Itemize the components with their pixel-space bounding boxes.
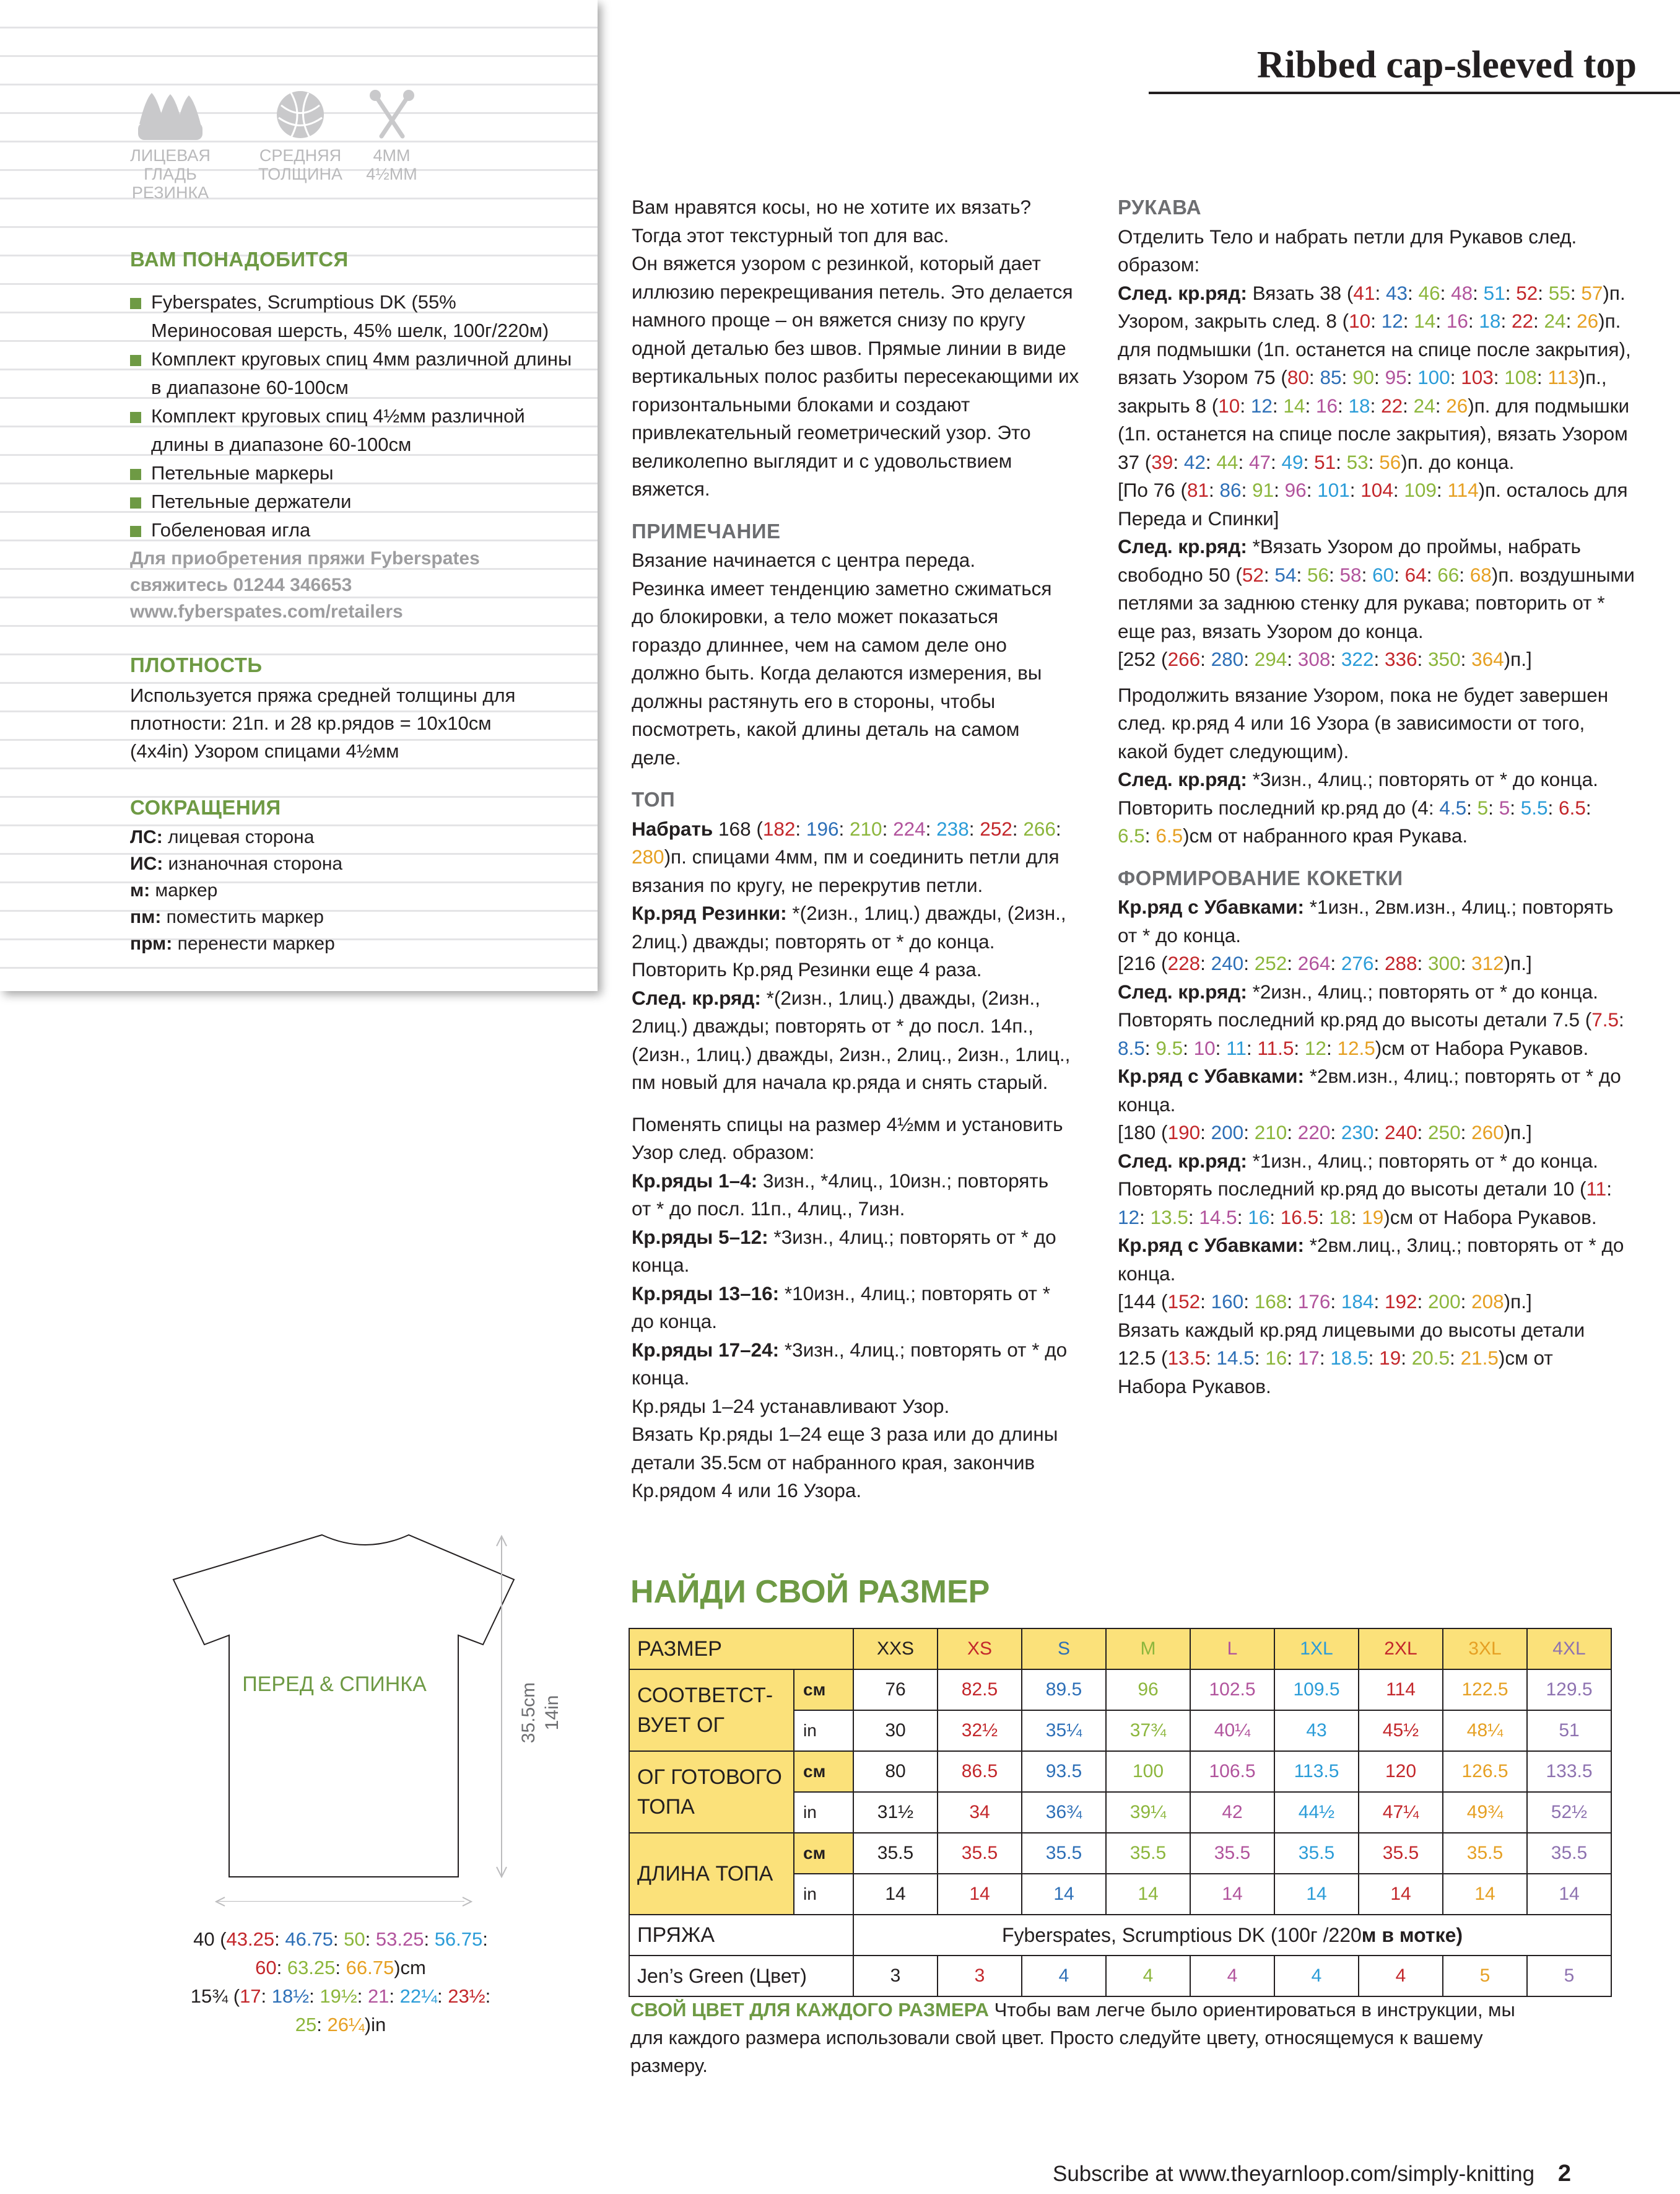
table-cell: 39¼	[1106, 1792, 1190, 1833]
list-item: ИС: изнаночная сторона	[130, 854, 343, 874]
buy-info	[130, 545, 480, 625]
need-list	[130, 288, 576, 544]
text-line: должно быть. Когда делаются измерения, вы	[632, 662, 1042, 684]
table-cell: 44½	[1274, 1792, 1359, 1833]
bullet-square-icon	[130, 469, 141, 480]
text-line: горизонтальными блоками и создают	[632, 393, 970, 416]
subscribe-link[interactable]: Subscribe at www.theyarnloop.com/simply-knitting	[1053, 2162, 1535, 2186]
text-line: какой будет следующим).	[1118, 740, 1349, 763]
text-line: образом:	[1118, 253, 1200, 276]
bullet-square-icon	[130, 412, 141, 423]
table-cell: 122.5	[1443, 1669, 1527, 1710]
text-line: Узором, закрыть след. 8 (10: 12: 14: 16: 18: 22: 24: 26)п.	[1118, 310, 1621, 332]
list-item: Комплект круговых спиц 4½мм различной длины в диапазоне 60-100см	[130, 402, 576, 459]
yarn-ball-icon	[272, 87, 328, 142]
text-line: Продолжить вязание Узором, пока не будет завершен	[1118, 683, 1609, 706]
width-label: 40 (43.25: 46.75: 50: 53.25: 56.75: 60: 63.25: 66.75)cm 15¾ (17: 18½: 19½: 21: 22¼: 23½: 25: 26¼)in	[190, 1928, 491, 2035]
table-cell: 106.5	[1190, 1751, 1274, 1792]
table-cell: см	[794, 1669, 853, 1710]
level-stitch-line1: ЛИЦЕВАЯ ГЛАДЬ	[130, 146, 211, 183]
note-text	[632, 546, 1115, 772]
table-cell: 31½	[853, 1792, 938, 1833]
table-cell: 14	[1274, 1874, 1359, 1915]
list-item: Гобеленовая игла	[130, 516, 576, 544]
text-line: Кр.ряды 5–12: *3изн., 4лиц.; повторять от * до	[632, 1225, 1056, 1248]
text-line: свободно 50 (52: 54: 56: 58: 60: 64: 66: 68)п. воздушными	[1118, 563, 1635, 586]
table-cell: ПРЯЖА	[629, 1915, 853, 1956]
level-stitch-line2: РЕЗИНКА	[131, 183, 209, 202]
table-cell: 42	[1190, 1792, 1274, 1833]
table-cell: 3XL	[1443, 1628, 1527, 1669]
text-line: иллюзию перекрещивания петель. Это делается	[632, 280, 1073, 303]
text-line: Тогда этот текстурный топ для вас.	[632, 224, 949, 247]
height-label: 35.5cm 14in	[518, 1682, 562, 1744]
table-cell: 14	[1190, 1874, 1274, 1915]
text-line: След. кр.ряд: Вязать 38 (41: 43: 46: 48: 51: 52: 55: 57)п.	[1118, 281, 1626, 304]
abbr-list	[130, 824, 342, 957]
table-cell: 34	[938, 1792, 1022, 1833]
info-card	[0, 0, 598, 991]
table-cell: РАЗМЕР	[629, 1628, 853, 1669]
list-item: Fyberspates, Scrumptious DK (55% Мериносовая шерсть, 45% шелк, 100г/220м)	[130, 288, 576, 345]
sleeves-instructions	[1118, 223, 1663, 850]
table-cell: 3	[938, 1956, 1022, 1996]
table-cell: 109.5	[1274, 1669, 1359, 1710]
text-line: великолепно выглядит и с удовольствием	[632, 449, 1012, 472]
table-cell: 35.5	[1359, 1833, 1443, 1874]
garment-schematic	[167, 1518, 576, 1902]
text-line: Кр.ряд с Убавками: *2вм.изн., 4лиц.; повторять от * до	[1118, 1065, 1621, 1087]
need-heading: ВАМ ПОНАДОБИТСЯ	[130, 248, 349, 271]
column-left	[632, 193, 1115, 1505]
level-weight	[257, 87, 344, 183]
text-line: Вязание начинается с центра переда.	[632, 549, 976, 571]
bullet-square-icon	[130, 526, 141, 537]
table-cell: 120	[1359, 1751, 1443, 1792]
list-item: пм: поместить маркер	[130, 907, 324, 927]
table-cell: 82.5	[938, 1669, 1022, 1710]
color-note: СВОЙ ЦВЕТ ДЛЯ КАЖДОГО РАЗМЕРА Чтобы вам легче было ориентироваться в инструкции, мы для каждого размера использовали свой цвет. Просто следуйте цвету, относящемуся к вашему размеру.	[630, 1999, 1515, 2076]
size-heading: НАЙДИ СВОЙ РАЗМЕР	[630, 1574, 990, 1610]
buy-phone: свяжитесь 01244 346653	[130, 575, 352, 595]
table-cell: см	[794, 1833, 853, 1874]
size-table	[629, 1628, 1612, 1997]
table-cell: 133.5	[1527, 1751, 1611, 1792]
text-line: Кр.ряды 1–4: 3изн., *4лиц., 10изн.; повторять	[632, 1169, 1049, 1192]
needles-icon	[364, 87, 420, 142]
text-line: 37 (39: 42: 44: 47: 49: 51: 53: 56)п. до конца.	[1118, 450, 1515, 473]
table-cell: 35.5	[1443, 1833, 1527, 1874]
list-item: Комплект круговых спиц 4мм различной длины в диапазоне 60-100см	[130, 345, 576, 402]
text-line: до блокировки, а тело может показаться	[632, 605, 999, 627]
table-cell: 5	[1443, 1956, 1527, 1996]
table-cell: 1XL	[1274, 1628, 1359, 1669]
table-cell: in	[794, 1874, 853, 1915]
text-line: 2лиц.) дважды; повторять от * до конца.	[632, 930, 995, 953]
table-cell: 96	[1106, 1669, 1190, 1710]
text-line: вяжется.	[632, 478, 710, 500]
text-line: След. кр.ряд: *Вязать Узором до проймы, набрать	[1118, 535, 1581, 557]
table-cell: см	[794, 1751, 853, 1792]
text-line: Поменять спицы на размер 4½мм и установить	[632, 1112, 1063, 1135]
abbr-heading: СОКРАЩЕНИЯ	[130, 796, 281, 819]
text-line: вертикальных полос разбиты пересекающими их	[632, 365, 1079, 387]
text-line: Вязать каждый кр.ряд лицевыми до высоты детали	[1118, 1318, 1585, 1341]
width-arrows	[214, 1896, 474, 1908]
intro-text	[632, 193, 1115, 504]
level-needles	[353, 87, 430, 183]
bullet-square-icon	[130, 298, 141, 309]
table-cell: 4	[1190, 1956, 1274, 1996]
table-cell: 37¾	[1106, 1710, 1190, 1751]
bullet-square-icon	[130, 497, 141, 509]
list-item: ЛС: лицевая сторона	[130, 827, 315, 847]
text-line: След. кр.ряд: *(2изн., 1лиц.) дважды, (2изн.,	[632, 986, 1040, 1009]
text-line: 12.5 (13.5: 14.5: 16: 17: 18.5: 19: 20.5: 21.5)см от	[1118, 1347, 1553, 1369]
table-cell: 102.5	[1190, 1669, 1274, 1710]
table-cell: S	[1022, 1628, 1106, 1669]
table-cell: ОГ ГОТОВОГО ТОПА	[629, 1751, 794, 1833]
table-cell: 40¼	[1190, 1710, 1274, 1751]
level-weight-line2: ТОЛЩИНА	[258, 165, 342, 183]
text-line: Узор след. образом:	[632, 1141, 815, 1163]
text-line: конца.	[632, 1254, 690, 1276]
text-line: конца.	[632, 1366, 690, 1389]
table-row	[629, 1628, 1611, 1669]
text-line: (2изн., 1лиц.) дважды, 2изн., 2лиц., 2изн., 1лиц.,	[632, 1042, 1071, 1065]
text-line: намного проще – он вяжется снизу по кругу	[632, 308, 1025, 331]
table-cell: 35.5	[1190, 1833, 1274, 1874]
table-cell: 36¾	[1022, 1792, 1106, 1833]
table-cell: 47¼	[1359, 1792, 1443, 1833]
text-line: Он вяжется узором с резинкой, который дает	[632, 252, 1041, 274]
yoke-instructions	[1118, 893, 1663, 1401]
text-line: Отделить Тело и набрать петли для Рукавов след.	[1118, 225, 1577, 248]
text-line: [216 (228: 240: 252: 264: 276: 288: 300: 312)п.]	[1118, 952, 1532, 974]
table-cell: 52½	[1527, 1792, 1611, 1833]
table-cell: 35¼	[1022, 1710, 1106, 1751]
text-line: Повторить последний кр.ряд до (4: 4.5: 5: 5: 5.5: 6.5:	[1118, 796, 1591, 819]
text-line: Резинка имеет тенденцию заметно сжиматься	[632, 577, 1052, 600]
table-cell: Jen’s Green (Цвет)	[629, 1956, 853, 1996]
list-item: прм: перенести маркер	[130, 933, 335, 954]
text-line: от * до конца.	[1118, 924, 1242, 946]
table-cell: 129.5	[1527, 1669, 1611, 1710]
text-line: детали 35.5см от набранного края, закончив	[632, 1451, 1035, 1474]
column-right	[1118, 193, 1663, 1401]
table-cell: 100	[1106, 1751, 1190, 1792]
table-cell: 14	[1443, 1874, 1527, 1915]
text-line: Кр.ряды 17–24: *3изн., 4лиц.; повторять от * до	[632, 1338, 1068, 1361]
table-cell: 80	[853, 1751, 938, 1792]
table-cell: 93.5	[1022, 1751, 1106, 1792]
footer	[1053, 2161, 1571, 2187]
text-line: След. кр.ряд: *1изн., 4лиц.; повторять от * до конца.	[1118, 1149, 1598, 1172]
table-cell: 43	[1274, 1710, 1359, 1751]
page-title: Ribbed cap-sleeved top	[1256, 44, 1637, 86]
top-instructions	[632, 815, 1115, 1505]
table-cell: in	[794, 1710, 853, 1751]
table-cell: СООТВЕТСТ- ВУЕТ ОГ	[629, 1669, 794, 1751]
list-item: Петельные маркеры	[130, 459, 576, 487]
table-cell: 14	[1527, 1874, 1611, 1915]
text-line: для подмышки (1п. останется на спице после закрытия),	[1118, 338, 1631, 361]
note-heading: ПРИМЕЧАНИЕ	[632, 519, 781, 543]
table-cell: 4	[1106, 1956, 1190, 1996]
text-line: петлями за заднюю стенку для рукава; повторить от *	[1118, 592, 1605, 614]
table-cell: M	[1106, 1628, 1190, 1669]
text-line: Кр.ряды 1–24 устанавливают Узор.	[632, 1394, 950, 1417]
table-cell: 30	[853, 1710, 938, 1751]
buy-url[interactable]: www.fyberspates.com/retailers	[130, 601, 403, 622]
text-line: Вязать Кр.ряды 1–24 еще 3 раза или до длины	[632, 1423, 1058, 1445]
rib-stitch-icon	[133, 87, 207, 142]
text-line: След. кр.ряд: *2изн., 4лиц.; повторять от * до конца.	[1118, 980, 1598, 1003]
table-cell: 113.5	[1274, 1751, 1359, 1792]
text-line: еще раз, вязать Узором до конца.	[1118, 619, 1424, 642]
table-cell: XXS	[853, 1628, 938, 1669]
text-line: [144 (152: 160: 168: 176: 184: 192: 200: 208)п.]	[1118, 1290, 1532, 1313]
text-line: (1п. останется на спице после закрытия), вязать Узором	[1118, 422, 1628, 445]
table-cell: L	[1190, 1628, 1274, 1669]
text-line: Повторять последний кр.ряд до высоты детали 7.5 (7.5:	[1118, 1008, 1624, 1031]
text-line: до конца.	[632, 1310, 718, 1332]
text-line: [По 76 (81: 86: 91: 96: 101: 104: 109: 114)п. осталось для	[1118, 479, 1628, 501]
table-row	[629, 1669, 1611, 1710]
table-cell: 4	[1359, 1956, 1443, 1996]
table-row	[629, 1915, 1611, 1956]
text-line: след. кр.ряд 4 или 16 Узора (в зависимости от того,	[1118, 712, 1585, 734]
level-weight-line1: СРЕДНЯЯ	[259, 146, 342, 165]
page-number: 2	[1557, 2161, 1571, 2187]
text-line: Повторять последний кр.ряд до высоты детали 10 (11:	[1118, 1178, 1612, 1200]
table-cell: 32½	[938, 1710, 1022, 1751]
table-cell: 2XL	[1359, 1628, 1443, 1669]
table-cell: 14	[938, 1874, 1022, 1915]
table-cell: 35.5	[1274, 1833, 1359, 1874]
table-cell: 4	[1274, 1956, 1359, 1996]
gauge-heading: ПЛОТНОСТЬ	[130, 653, 263, 676]
table-cell: 35.5	[1022, 1833, 1106, 1874]
text-line: посмотреть, какой длины деталь на самом	[632, 718, 1020, 740]
table-cell: XS	[938, 1628, 1022, 1669]
table-cell: 35.5	[938, 1833, 1022, 1874]
text-line: [252 (266: 280: 294: 308: 322: 336: 350: 364)п.]	[1118, 648, 1532, 670]
table-cell: 14	[853, 1874, 938, 1915]
text-line: пм новый для начала кр.ряда и снять старый.	[632, 1071, 1048, 1093]
text-line: Переда и Спинки]	[1118, 507, 1279, 530]
table-row	[629, 1751, 1611, 1792]
text-line: 280)п. спицами 4мм, пм и соединить петли для	[632, 846, 1060, 868]
text-line: Повторить Кр.ряд Резинки еще 4 раза.	[632, 958, 982, 981]
text-line: Кр.ряды 13–16: *10изн., 4лиц.; повторять от *	[632, 1282, 1050, 1305]
text-line: конца.	[1118, 1093, 1176, 1116]
text-line: Набора Рукавов.	[1118, 1375, 1271, 1397]
sleeves-heading: РУКАВА	[1118, 196, 1202, 219]
text-line: вязать Узором 75 (80: 85: 90: 95: 100: 103: 108: 113)п.,	[1118, 366, 1607, 388]
table-cell: 35.5	[1527, 1833, 1611, 1874]
text-line: одной деталью без швов. Прямые линии в виде	[632, 336, 1066, 359]
table-cell: 4	[1022, 1956, 1106, 1996]
yoke-heading: ФОРМИРОВАНИЕ КОКЕТКИ	[1118, 866, 1403, 889]
list-item: Петельные держатели	[130, 487, 576, 516]
table-row	[629, 1956, 1611, 1996]
table-row	[629, 1833, 1611, 1874]
table-cell: 35.5	[853, 1833, 938, 1874]
text-line: Кр.ряд Резинки: *(2изн., 1лиц.) дважды, (2изн.,	[632, 902, 1066, 924]
table-cell: in	[794, 1792, 853, 1833]
table-cell: 51	[1527, 1710, 1611, 1751]
table-cell: 14	[1359, 1874, 1443, 1915]
text-line: 6.5: 6.5)см от набранного края Рукава.	[1118, 824, 1468, 847]
text-line: 12: 13.5: 14.5: 16: 16.5: 18: 19)см от Набора Рукавов.	[1118, 1205, 1597, 1228]
level-needles-line2: 4½ММ	[366, 165, 417, 183]
text-line: 2лиц.) дважды; повторять от * до посл. 14п.,	[632, 1015, 1034, 1037]
table-cell: 35.5	[1106, 1833, 1190, 1874]
text-line: привлекательный геометрический узор. Это	[632, 421, 1031, 444]
text-line: гораздо длиннее, чем на самом деле оно	[632, 633, 1007, 656]
level-needles-line1: 4ММ	[373, 146, 411, 165]
table-cell: 49¾	[1443, 1792, 1527, 1833]
text-line: от * до посл. 11п., 4лиц., 7изн.	[632, 1197, 905, 1220]
buy-line: Для приобретения пряжи Fyberspates	[130, 548, 480, 569]
text-line: [180 (190: 200: 210: 220: 230: 240: 250: 260)п.]	[1118, 1121, 1532, 1143]
table-cell: 76	[853, 1669, 938, 1710]
table-cell: 126.5	[1443, 1751, 1527, 1792]
table-cell: 3	[853, 1956, 938, 1996]
level-stitch	[118, 87, 223, 202]
list-item: м: маркер	[130, 880, 218, 901]
text-line: конца.	[1118, 1262, 1176, 1285]
table-cell: 14	[1106, 1874, 1190, 1915]
text-line: Кр.ряд с Убавками: *2вм.лиц., 3лиц.; повторять от * до	[1118, 1234, 1624, 1256]
schematic-label: ПЕРЕД & СПИНКА	[242, 1672, 427, 1696]
text-line: деле.	[632, 746, 681, 769]
text-line: Кр.ряд с Убавками: *1изн., 2вм.изн., 4лиц.; повторять	[1118, 896, 1614, 918]
table-cell: 114	[1359, 1669, 1443, 1710]
text-line: закрыть 8 (10: 12: 14: 16: 18: 22: 24: 26)п. для подмышки	[1118, 394, 1630, 417]
table-cell: 45½	[1359, 1710, 1443, 1751]
table-cell: 89.5	[1022, 1669, 1106, 1710]
top-heading: ТОП	[632, 788, 676, 811]
text-line: Вам нравятся косы, но не хотите их вязать?	[632, 196, 1032, 218]
bullet-square-icon	[130, 355, 141, 366]
text-line: Кр.рядом 4 или 16 Узора.	[632, 1479, 862, 1501]
table-cell: 5	[1527, 1956, 1611, 1996]
table-cell: ДЛИНА ТОПА	[629, 1833, 794, 1915]
table-cell: 4XL	[1527, 1628, 1611, 1669]
table-cell: Fyberspates, Scrumptious DK (100г /220м в мотке)	[853, 1915, 1611, 1956]
text-line: должны растянуть его в стороны, чтобы	[632, 689, 996, 712]
gauge-text: Используется пряжа средней толщины для плотности: 21п. и 28 кр.рядов = 10x10см (4x4in) Узором спицами 4½мм	[130, 684, 516, 762]
text-line: Набрать 168 (182: 196: 210: 224: 238: 252: 266:	[632, 817, 1061, 840]
table-cell: 86.5	[938, 1751, 1022, 1792]
text-line: 8.5: 9.5: 10: 11: 11.5: 12: 12.5)см от Набора Рукавов.	[1118, 1036, 1589, 1059]
title-rule	[1149, 92, 1680, 94]
text-line: вязания по кругу, не перекрутив петли.	[632, 873, 983, 896]
table-cell: 14	[1022, 1874, 1106, 1915]
table-cell: 48¼	[1443, 1710, 1527, 1751]
text-line: След. кр.ряд: *3изн., 4лиц.; повторять от * до конца.	[1118, 768, 1598, 790]
